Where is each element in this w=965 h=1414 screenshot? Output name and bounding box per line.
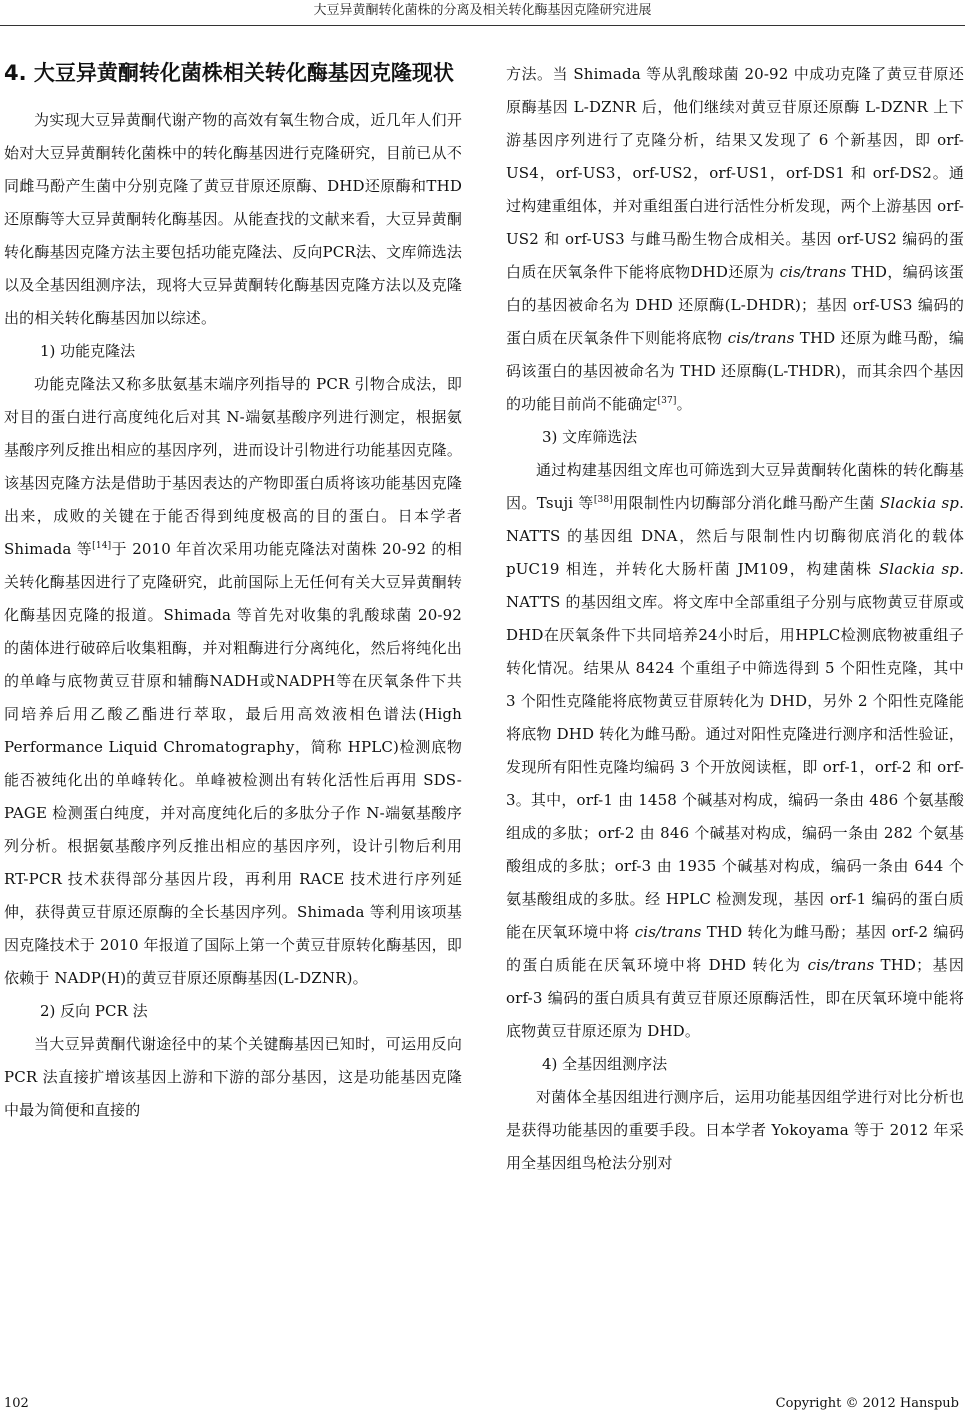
section-title: 4. 大豆异黄酮转化菌株相关转化酶基因克隆现状 [4, 61, 454, 85]
subsection-heading-inverse-pcr: 2) 反向 PCR 法 [40, 1002, 148, 1020]
subsection-heading-genome-sequencing: 4) 全基因组测序法 [542, 1055, 668, 1073]
subsection-heading-functional-cloning: 1) 功能克隆法 [40, 342, 136, 360]
left-column [4, 58, 462, 1127]
page-number: 102 [4, 1396, 29, 1411]
functional-cloning-paragraph: 功能克隆法又称多肽氨基末端序列指导的 PCR 引物合成法，即对目的蛋白进行高度纯化后对其 N-端氨基酸序列进行测定，根据氨基酸序列反推出相应的基因序列，进而设计引物进行功能基因克隆。该基因克隆方法是借助于基因表达的产物即蛋白质将该功能基因克隆出来，成败的关键在于能否得到纯度极高的目的蛋白。日本学者 Shimada 等[14]于 2010 年首次采用功能克隆法对菌株 20-92 的相关转化酶基因进行了克隆研究，此前国际上无任何有关大豆异黄酮转化酶基因克隆的报道。Shimada 等首先对收集的乳酸球菌 20-92 的菌体进行破碎后收集粗酶，并对粗酶进行分离纯化，然后将纯化出的单峰与底物黄豆苷原和辅酶NADH或NADPH等在厌氧条件下共同培养后用乙酸乙酯进行萃取，最后用高效液相色谱法(High Performance Liquid Chromatography，简称 HPLC)检测底物能否被纯化出的单峰转化。单峰被检测出有转化活性后再用 SDS-PAGE 检测蛋白纯度，并对高度纯化后的多肽分子作 N-端氨基酸序列分析。根据氨基酸序列反推出相应的基因序列，设计引物后利用 RT-PCR 技术获得部分基因片段，再利用 RACE 技术进行序列延伸，获得黄豆苷原还原酶的全长基因序列。Shimada 等利用该项基因克隆技术于 2010 年报道了国际上第一个黄豆苷原转化酶基因，即依赖于 NADP(H)的黄豆苷原还原酶基因(L-DZNR)。 [4, 375, 462, 987]
header-rule [0, 25, 965, 26]
intro-paragraph: 为实现大豆异黄酮代谢产物的高效有氧生物合成，近几年人们开始对大豆异黄酮转化菌株中的转化酶基因进行克隆研究，目前已从不同雌马酚产生菌中分别克隆了黄豆苷原还原酶、DHD还原酶和THD还原酶等大豆异黄酮转化酶基因。从能查找的文献来看，大豆异黄酮转化酶基因克隆方法主要包括功能克隆法、反向PCR法、文库筛选法以及全基因组测序法，现将大豆异黄酮转化酶基因克隆方法以及克隆出的相关转化酶基因加以综述。 [4, 111, 462, 327]
library-screening-paragraph: 通过构建基因组文库也可筛选到大豆异黄酮转化菌株的转化酶基因。Tsuji 等[38]用限制性内切酶部分消化雌马酚产生菌 Slackia sp. NATTS 的基因组 DNA，然后与限制性内切酶彻底消化的载体 pUC19 相连，并转化大肠杆菌 JM109，构建菌株 Slackia sp. NATTS 的基因组文库。将文库中全部重组子分别与底物黄豆苷原或DHD在厌氧条件下共同培养24小时后，用HPLC检测底物被重组子转化情况。结果从 8424 个重组子中筛选得到 5 个阳性克隆，其中 3 个阳性克隆能将底物黄豆苷原转化为 DHD，另外 2 个阳性克隆能将底物 DHD 转化为雌马酚。通过对阳性克隆进行测序和活性验证，发现所有阳性克隆均编码 3 个开放阅读框，即 orf-1，orf-2 和 orf-3。其中，orf-1 由 1458 个碱基对构成，编码一条由 486 个氨基酸组成的多肽；orf-2 由 846 个碱基对构成，编码一条由 282 个氨基酸组成的多肽；orf-3 由 1935 个碱基对构成，编码一条由 644 个氨基酸组成的多肽。经 HPLC 检测发现，基因 orf-1 编码的蛋白质能在厌氧环境中将 cis/trans THD 转化为雌马酚；基因 orf-2 编码的蛋白质能在厌氧环境中将 DHD 转化为 cis/trans THD；基因 orf-3 编码的蛋白质具有黄豆苷原还原酶活性，即在厌氧环境中能将底物黄豆苷原还原为 DHD。 [506, 461, 965, 1040]
genome-sequencing-paragraph: 对菌体全基因组进行测序后，运用功能基因组学进行对比分析也是获得功能基因的重要手段。日本学者 Yokoyama 等于 2012 年采用全基因组鸟枪法分别对 [506, 1088, 964, 1172]
citation-ref[interactable]: [38] [593, 495, 613, 505]
right-column [506, 58, 964, 1180]
inverse-pcr-continuation: 方法。当 Shimada 等从乳酸球菌 20-92 中成功克隆了黄豆苷原还原酶基因 L-DZNR 后，他们继续对黄豆苷原还原酶 L-DZNR 上下游基因序列进行了克隆分析，结果又发现了 6 个新基因，即 orf-US4，orf-US3，orf-US2，orf-US1，orf-DS1 和 orf-DS2。通过构建重组体，并对重组蛋白进行活性分析发现，两个上游基因 orf-US2 和 orf-US3 与雌马酚生物合成相关。基因 orf-US2 编码的蛋白质在厌氧条件下能将底物DHD还原为 cis/trans THD，编码该蛋白的基因被命名为 DHD 还原酶(L-DHDR)；基因 orf-US3 编码的蛋白质在厌氧条件下则能将底物 cis/trans THD 还原为雌马酚，编码该蛋白的基因被命名为 THD 还原酶(L-THDR)，而其余四个基因的功能目前尚不能确定[37]。 [506, 65, 964, 413]
subsection-heading-library-screening: 3) 文库筛选法 [542, 428, 638, 446]
inverse-pcr-paragraph: 当大豆异黄酮代谢途径中的某个关键酶基因已知时，可运用反向 PCR 法直接扩增该基因上游和下游的部分基因，这是功能基因克隆中最为简便和直接的 [4, 1035, 462, 1119]
citation-ref[interactable]: [14] [92, 541, 112, 551]
copyright-notice: Copyright © 2012 Hanspub [775, 1396, 959, 1411]
citation-ref[interactable]: [37] [657, 396, 677, 406]
running-header: 大豆异黄酮转化菌株的分离及相关转化酶基因克隆研究进展 [313, 3, 652, 18]
